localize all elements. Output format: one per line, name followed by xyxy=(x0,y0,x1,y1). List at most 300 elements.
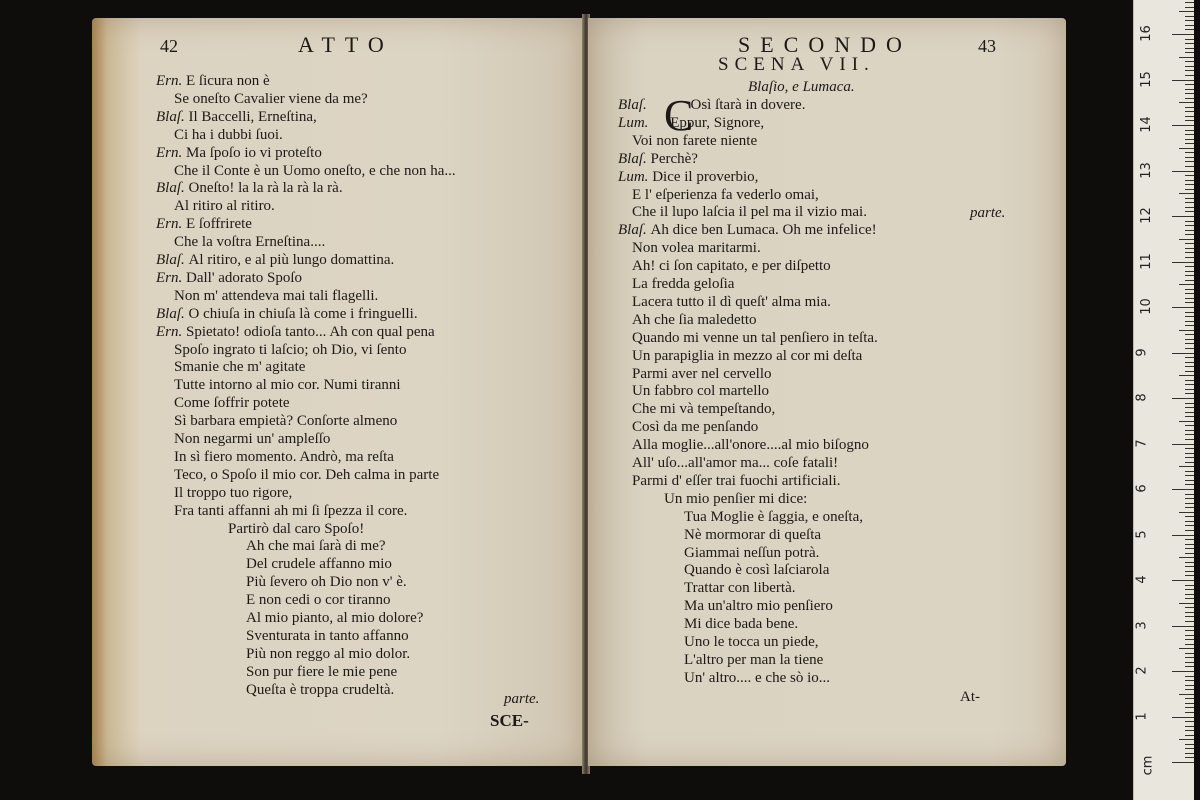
ruler-tick xyxy=(1172,171,1194,172)
ruler-tick xyxy=(1185,721,1194,722)
ruler-tick xyxy=(1185,607,1194,608)
ruler-number: 7 xyxy=(1134,438,1150,448)
text-line xyxy=(632,257,831,275)
ruler-tick xyxy=(1179,57,1194,58)
speaker-label: Ern. xyxy=(156,216,186,233)
text-line xyxy=(632,203,867,221)
text-line xyxy=(246,681,394,699)
ruler-tick xyxy=(1185,166,1194,167)
running-head: ATTO xyxy=(298,32,394,57)
ruler-tick xyxy=(1185,666,1194,667)
ruler-tick xyxy=(1185,544,1194,545)
line-text: Eppur, Signore, xyxy=(670,114,765,131)
text-line xyxy=(174,484,292,502)
ruler-tick xyxy=(1185,380,1194,381)
ruler-tick xyxy=(1179,466,1194,467)
ruler-tick xyxy=(1172,34,1194,35)
ruler-tick xyxy=(1185,29,1194,30)
ruler-tick xyxy=(1185,243,1194,244)
ruler-tick xyxy=(1185,757,1194,758)
ruler-tick xyxy=(1172,125,1194,126)
text-line xyxy=(618,221,877,239)
ruler-tick xyxy=(1185,521,1194,522)
line-text: Più non reggo al mio dolor. xyxy=(246,645,411,662)
text-line xyxy=(174,430,330,448)
text-line xyxy=(632,293,831,311)
text-line xyxy=(174,197,275,215)
ruler-tick xyxy=(1172,535,1194,536)
ruler-tick xyxy=(1185,221,1194,222)
ruler-tick xyxy=(1185,343,1194,344)
speaker-label: Ern. xyxy=(156,144,186,161)
ruler-tick xyxy=(1185,384,1194,385)
ruler-number: 6 xyxy=(1134,484,1150,493)
text-line xyxy=(632,454,838,472)
ruler-tick xyxy=(1185,635,1194,636)
line-text: Dall' adorato Spoſo xyxy=(186,269,303,286)
ruler-tick xyxy=(1185,539,1194,540)
ruler-tick xyxy=(1185,425,1194,426)
ruler-tick xyxy=(1185,507,1194,508)
ruler-number: 16 xyxy=(1138,25,1154,42)
line-text: Sventurata in tanto affanno xyxy=(246,627,409,644)
ruler-tick xyxy=(1172,307,1194,308)
line-text: Ci ha i dubbi ſuoi. xyxy=(174,126,283,143)
ruler-tick xyxy=(1185,516,1194,517)
line-text: Al mio pianto, al mio dolore? xyxy=(246,610,424,626)
speaker-label: Ern. xyxy=(156,73,186,89)
ruler-tick xyxy=(1185,462,1194,463)
ruler-tick xyxy=(1185,339,1194,340)
text-line xyxy=(684,669,830,687)
ruler-tick xyxy=(1185,439,1194,440)
line-text: Smanie che m' agitate xyxy=(174,359,306,376)
ruler-tick xyxy=(1185,393,1194,394)
speaker-label: Ern. xyxy=(156,269,186,286)
ruler-tick xyxy=(1185,48,1194,49)
scene-heading: SCENA VII. xyxy=(718,54,875,75)
text-line xyxy=(684,597,833,615)
ruler-tick xyxy=(1185,621,1194,622)
ruler-tick xyxy=(1185,389,1194,390)
ruler-tick xyxy=(1185,152,1194,153)
ruler-tick xyxy=(1185,412,1194,413)
catchword: At- xyxy=(960,689,980,705)
line-text: Ma ſpoſo io vi proteſto xyxy=(186,144,322,161)
ruler-tick xyxy=(1185,644,1194,645)
line-text: Ma un'altro mio penſiero xyxy=(684,598,833,615)
ruler-tick xyxy=(1185,562,1194,563)
ruler-tick xyxy=(1172,80,1194,81)
ruler-tick xyxy=(1172,626,1194,627)
line-text: Come ſoffrir potete xyxy=(174,395,290,412)
ruler-tick xyxy=(1172,580,1194,581)
text-line xyxy=(632,365,772,383)
ruler-number: 13 xyxy=(1138,161,1154,179)
line-text: Ah che mai ſarà di me? xyxy=(246,538,386,555)
text-line xyxy=(174,341,406,359)
ruler-tick xyxy=(1172,444,1194,445)
ruler-tick xyxy=(1185,594,1194,595)
ruler-tick xyxy=(1185,662,1194,663)
ruler-tick xyxy=(1185,111,1194,112)
line-text: Uno le tocca un piede, xyxy=(684,634,819,650)
line-text: Un fabbro col martello xyxy=(632,383,770,400)
ruler-tick xyxy=(1185,75,1194,76)
stage-direction: parte. xyxy=(504,691,540,707)
ruler-tick xyxy=(1185,225,1194,226)
ruler-tick xyxy=(1179,11,1194,12)
line-text: Ah dice ben Lumaca. Oh me infelice! xyxy=(650,222,877,239)
speaker-label: Lum. xyxy=(618,168,653,185)
ruler-tick xyxy=(1185,726,1194,727)
ruler-tick xyxy=(1185,116,1194,117)
text-line xyxy=(156,305,418,323)
ruler-number: 10 xyxy=(1138,298,1154,315)
ruler-tick xyxy=(1185,416,1194,417)
page-number: 42 xyxy=(160,36,178,56)
line-text: Non volea maritarmi. xyxy=(632,240,761,257)
ruler-tick xyxy=(1172,262,1194,263)
ruler-tick xyxy=(1185,630,1194,631)
line-text: Lacera tutto il dì queſt' alma mia. xyxy=(632,293,831,310)
ruler-tick xyxy=(1172,398,1194,399)
line-text: Non negarmi un' ampleſſo xyxy=(174,431,331,447)
ruler-tick xyxy=(1185,271,1194,272)
ruler-tick xyxy=(1179,694,1194,695)
text-line xyxy=(246,555,392,573)
line-text: Tua Moglie è ſaggia, e oneſta, xyxy=(684,508,863,525)
right-page xyxy=(588,18,1066,766)
ruler-tick xyxy=(1185,689,1194,690)
line-text: Al ritiro, e al più lungo domattina. xyxy=(188,252,395,268)
line-text: Quando è così laſciarola xyxy=(684,562,830,579)
ruler-tick xyxy=(1185,703,1194,704)
text-line xyxy=(632,472,840,490)
ruler-tick xyxy=(1185,657,1194,658)
measurement-ruler xyxy=(1133,0,1194,800)
line-text: La fredda geloſia xyxy=(632,276,735,292)
ruler-tick xyxy=(1185,366,1194,367)
text-line xyxy=(228,520,364,538)
text-line xyxy=(618,168,758,186)
ruler-tick xyxy=(1179,603,1194,604)
text-line xyxy=(174,394,290,412)
text-line xyxy=(632,347,862,365)
ruler-tick xyxy=(1185,325,1194,326)
text-line xyxy=(174,466,439,484)
text-line xyxy=(174,376,401,394)
ruler-tick xyxy=(1185,735,1194,736)
line-text: Oneſto! la la rà la rà la rà. xyxy=(188,180,343,197)
ruler-tick xyxy=(1179,421,1194,422)
ruler-tick xyxy=(1179,193,1194,194)
text-line xyxy=(174,287,378,305)
ruler-number: 11 xyxy=(1138,252,1154,270)
line-text: Nè mormorar di queſta xyxy=(684,526,822,543)
page-number: 43 xyxy=(978,36,996,56)
line-text: E l' eſperienza fa vederlo omai, xyxy=(632,186,819,203)
ruler-tick xyxy=(1185,157,1194,158)
ruler-tick xyxy=(1185,180,1194,181)
ruler-tick xyxy=(1185,575,1194,576)
ruler-number: 3 xyxy=(1134,620,1150,630)
ruler-tick xyxy=(1185,2,1194,3)
line-text: Voi non farete niente xyxy=(632,132,758,149)
ruler-tick xyxy=(1185,676,1194,677)
ruler-tick xyxy=(1185,571,1194,572)
line-text: Un parapiglia in mezzo al cor mi deſta xyxy=(632,347,863,364)
ruler-tick xyxy=(1185,748,1194,749)
text-line xyxy=(246,609,423,627)
text-line xyxy=(684,633,819,651)
ruler-tick xyxy=(1185,7,1194,8)
ruler-tick xyxy=(1185,207,1194,208)
line-text: Del crudele affanno mio xyxy=(246,556,392,573)
text-line xyxy=(246,537,386,555)
line-text: Non m' attendeva mai tali flagelli. xyxy=(174,287,379,304)
line-text: Spietato! odioſa tanto... Ah con qual pena xyxy=(186,323,435,340)
ruler-tick xyxy=(1185,371,1194,372)
text-line xyxy=(618,150,698,168)
text-line xyxy=(174,412,397,430)
ruler-tick xyxy=(1185,653,1194,654)
line-text: Così da me penſando xyxy=(632,419,759,436)
text-line xyxy=(684,651,823,669)
text-line xyxy=(684,508,863,526)
line-text: Giammai neſſun potrà. xyxy=(684,544,820,561)
ruler-tick xyxy=(1179,375,1194,376)
speaker-label: Lum. xyxy=(618,114,653,131)
ruler-tick xyxy=(1185,139,1194,140)
ruler-tick xyxy=(1185,316,1194,317)
ruler-tick xyxy=(1185,120,1194,121)
line-text: Tutte intorno al mio cor. Numi tiranni xyxy=(174,377,401,394)
ruler-tick xyxy=(1185,39,1194,40)
text-line xyxy=(632,418,758,436)
ruler-tick xyxy=(1185,98,1194,99)
text-line xyxy=(664,490,807,508)
ruler-tick xyxy=(1185,25,1194,26)
line-text: Partirò dal caro Spoſo! xyxy=(228,520,365,537)
ruler-tick xyxy=(1185,548,1194,549)
text-line xyxy=(632,436,869,454)
ruler-tick xyxy=(1185,566,1194,567)
ruler-tick xyxy=(1185,457,1194,458)
text-line xyxy=(618,114,764,132)
line-text: Queſta è troppa crudeltà. xyxy=(246,681,395,698)
ruler-tick xyxy=(1185,293,1194,294)
ruler-tick xyxy=(1185,298,1194,299)
text-line xyxy=(174,162,456,180)
ruler-tick xyxy=(1185,503,1194,504)
speaker-label: Blaſ. xyxy=(156,180,189,197)
text-line xyxy=(156,215,252,233)
ruler-tick xyxy=(1185,484,1194,485)
ruler-number: 12 xyxy=(1138,207,1154,224)
text-line xyxy=(174,448,394,466)
line-text: Parmi aver nel cervello xyxy=(632,365,772,382)
line-text: Osì ſtarà in dovere. xyxy=(690,97,806,113)
ruler-tick xyxy=(1185,362,1194,363)
ruler-tick xyxy=(1185,84,1194,85)
ruler-tick xyxy=(1185,744,1194,745)
line-text: Parmi d' eſſer trai fuochi artificiali. xyxy=(632,472,841,489)
speaker-label: Blaſ. xyxy=(618,150,651,167)
ruler-unit: cm xyxy=(1140,755,1156,776)
text-line xyxy=(632,382,769,400)
text-line xyxy=(174,233,325,251)
ruler-tick xyxy=(1185,553,1194,554)
ruler-tick xyxy=(1185,93,1194,94)
line-text: E non cedi o cor tiranno xyxy=(246,592,391,609)
line-text: Che il lupo laſcia il pel ma il vizio mai. xyxy=(632,204,867,221)
ruler-tick xyxy=(1185,698,1194,699)
ruler-tick xyxy=(1185,525,1194,526)
ruler-tick xyxy=(1185,448,1194,449)
ruler-tick xyxy=(1172,216,1194,217)
ruler-tick xyxy=(1185,494,1194,495)
ruler-tick xyxy=(1185,134,1194,135)
ruler-tick xyxy=(1179,330,1194,331)
ruler-tick xyxy=(1179,239,1194,240)
catchword: SCE- xyxy=(490,711,529,730)
text-line xyxy=(632,275,734,293)
line-text: Sì barbara empietà? Conſorte almeno xyxy=(174,413,398,430)
ruler-tick xyxy=(1185,348,1194,349)
ruler-tick xyxy=(1185,680,1194,681)
speaker-label: Blaſ. xyxy=(618,97,651,113)
stage-direction: parte. xyxy=(970,205,1006,221)
ruler-tick xyxy=(1185,89,1194,90)
ruler-tick xyxy=(1179,284,1194,285)
ruler-tick xyxy=(1185,61,1194,62)
line-text: Ah! ci ſon capitato, e per diſpetto xyxy=(632,258,831,275)
ruler-tick xyxy=(1185,312,1194,313)
speaker-label: Blaſ. xyxy=(618,222,651,239)
text-line xyxy=(632,400,775,418)
ruler-tick xyxy=(1179,648,1194,649)
ruler-tick xyxy=(1172,353,1194,354)
ruler-tick xyxy=(1185,453,1194,454)
ruler-number: 4 xyxy=(1134,575,1150,584)
drop-cap: C xyxy=(664,91,694,140)
line-text: Son pur fiere le mie pene xyxy=(246,663,398,680)
text-line xyxy=(684,526,821,544)
line-text: Spoſo ingrato ti laſcio; oh Dio, vi ſento xyxy=(174,341,407,358)
text-line xyxy=(246,591,391,609)
ruler-tick xyxy=(1185,266,1194,267)
ruler-tick xyxy=(1185,189,1194,190)
ruler-tick xyxy=(1185,161,1194,162)
ruler-number: 9 xyxy=(1134,347,1150,357)
ruler-tick xyxy=(1185,639,1194,640)
text-line xyxy=(684,615,798,633)
ruler-number: 5 xyxy=(1134,529,1150,539)
ruler-tick xyxy=(1185,585,1194,586)
line-text: Fra tanti affanni ah mi ſi ſpezza il core. xyxy=(174,502,408,519)
ruler-tick xyxy=(1185,198,1194,199)
ruler-tick xyxy=(1185,480,1194,481)
ruler-tick xyxy=(1172,762,1194,763)
line-text: All' uſo...all'amor ma... coſe fatali! xyxy=(632,455,839,471)
ruler-tick xyxy=(1179,102,1194,103)
ruler-tick xyxy=(1179,739,1194,740)
ruler-tick xyxy=(1185,252,1194,253)
line-text: Che il Conte è un Uomo oneſto, e che non ha... xyxy=(174,162,456,179)
line-text: Ah che ſia maledetto xyxy=(632,311,757,328)
line-text: Che mi và tempeſtando, xyxy=(632,401,776,418)
ruler-tick xyxy=(1185,403,1194,404)
speaker-label: Blaſ. xyxy=(156,108,189,125)
ruler-number: 1 xyxy=(1134,711,1150,721)
ruler-tick xyxy=(1172,671,1194,672)
line-text: L'altro per man la tiene xyxy=(684,651,824,668)
ruler-tick xyxy=(1185,280,1194,281)
line-text: Il Baccelli, Erneſtina, xyxy=(188,108,317,125)
ruler-tick xyxy=(1185,16,1194,17)
ruler-tick xyxy=(1185,211,1194,212)
ruler-tick xyxy=(1185,257,1194,258)
text-line xyxy=(632,329,878,347)
ruler-tick xyxy=(1185,143,1194,144)
ruler-tick xyxy=(1185,275,1194,276)
ruler-tick xyxy=(1179,512,1194,513)
ruler-tick xyxy=(1185,43,1194,44)
ruler-tick xyxy=(1185,685,1194,686)
ruler-tick xyxy=(1185,407,1194,408)
ruler-tick xyxy=(1172,489,1194,490)
ruler-tick xyxy=(1185,184,1194,185)
ruler-tick xyxy=(1185,589,1194,590)
line-text: Al ritiro al ritiro. xyxy=(174,198,275,215)
ruler-tick xyxy=(1179,557,1194,558)
text-line xyxy=(156,179,343,197)
ruler-number: 8 xyxy=(1134,393,1150,402)
text-line xyxy=(174,126,283,144)
ruler-tick xyxy=(1185,234,1194,235)
ruler-number: 15 xyxy=(1138,70,1154,88)
text-line xyxy=(618,96,805,114)
line-text: E ſoffrirete xyxy=(186,216,252,233)
line-text: E ſicura non è xyxy=(186,73,270,89)
ruler-tick xyxy=(1185,107,1194,108)
text-line xyxy=(156,323,435,341)
text-line xyxy=(174,358,305,376)
text-line xyxy=(156,269,302,287)
ruler-number: 2 xyxy=(1134,666,1150,675)
ruler-tick xyxy=(1185,471,1194,472)
line-text: Più ſevero oh Dio non v' è. xyxy=(246,574,407,591)
ruler-tick xyxy=(1185,475,1194,476)
ruler-tick xyxy=(1185,52,1194,53)
text-line xyxy=(684,561,829,579)
ruler-tick xyxy=(1185,616,1194,617)
text-line xyxy=(632,132,757,150)
ruler-tick xyxy=(1185,20,1194,21)
character-list: Blaſio, e Lumaca. xyxy=(748,79,855,95)
line-text: Alla moglie...all'onore....al mio biſogno xyxy=(632,437,869,454)
text-line xyxy=(246,645,410,663)
text-line xyxy=(684,579,796,597)
ruler-tick xyxy=(1179,148,1194,149)
text-line xyxy=(684,544,819,562)
ruler-tick xyxy=(1185,498,1194,499)
line-text: Quando mi venne un tal penſiero in teſta. xyxy=(632,329,878,346)
ruler-tick xyxy=(1185,70,1194,71)
text-line xyxy=(174,502,407,520)
text-line xyxy=(174,90,368,108)
